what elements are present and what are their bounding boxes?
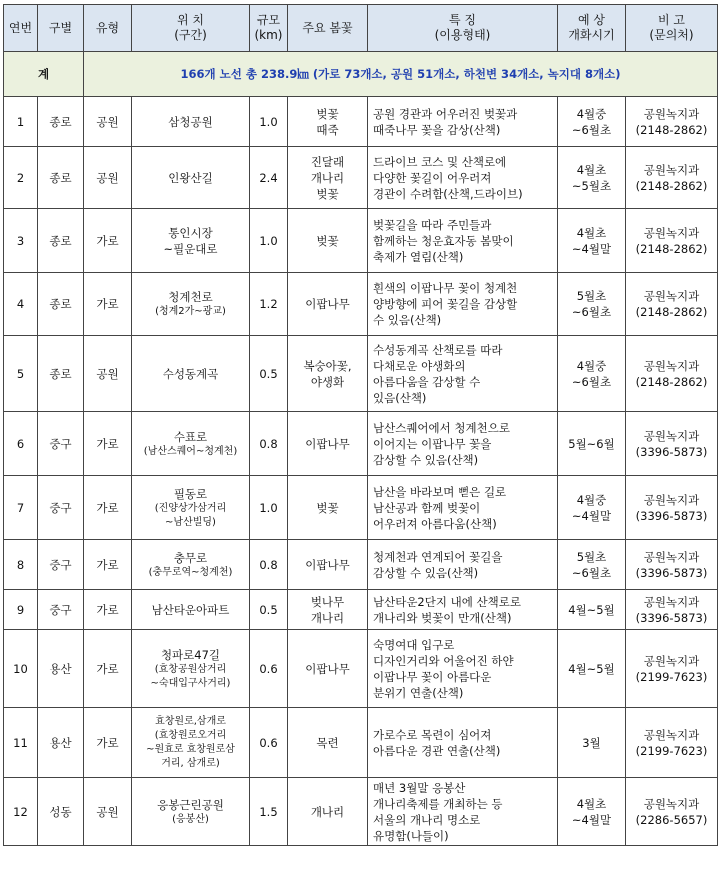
row-location-line: 효창원로,삼개로 (155, 715, 226, 727)
row-type: 공원 (84, 97, 132, 147)
row-bloom-line: 5월~6월 (568, 436, 615, 451)
row-feature-line: 숙명여대 입구로 (373, 637, 455, 652)
row-feature-line: 서울의 개나리 명소로 (373, 812, 481, 827)
row-location-sub: ~숙대입구사거리) (150, 677, 231, 689)
row-feature-line: 남산을 바라보며 뻗은 길로 (373, 484, 507, 499)
row-note-line: (3396-5873) (635, 565, 708, 580)
row-location-sub: ~남산빌딩) (165, 516, 216, 528)
row-feature-line: 남산공과 함께 벚꽃이 (373, 500, 481, 515)
row-flower (288, 590, 368, 630)
row-feature-line: 분위기 연출(산책) (373, 685, 464, 700)
row-feature (368, 540, 558, 590)
row-note-line: (3396-5873) (635, 610, 708, 625)
row-scale: 0.6 (250, 630, 288, 708)
table-row (4, 708, 718, 778)
row-bloom (558, 97, 626, 147)
row-flower (288, 630, 368, 708)
row-location (132, 708, 250, 778)
row-note-line: (2199-7623) (635, 669, 708, 684)
row-bloom-line: ~6월초 (571, 122, 612, 137)
row-location-sub: (청계2가~광교) (155, 306, 226, 317)
summary-text: 166개 노선 총 238.9㎞ (가로 73개소, 공원 51개소, 하천변 34개소, 녹지대 8개소) (84, 52, 718, 97)
row-location (132, 412, 250, 476)
row-note-line: (2199-7623) (635, 743, 708, 758)
row-bloom-line: 4월중 (576, 492, 607, 507)
row-note-line: 공원녹지과 (643, 653, 700, 668)
row-feature-line: 개나리축제를 개최하는 등 (373, 796, 503, 811)
row-bloom-line: 4월~5월 (568, 661, 615, 676)
row-location (132, 97, 250, 147)
row-scale: 1.0 (250, 476, 288, 540)
row-bloom-line: 5월초 (576, 549, 607, 564)
row-bloom-line: ~6월초 (571, 305, 612, 319)
row-location-line: ~필운대로 (163, 241, 218, 256)
row-feature-line: 청계천과 연계되어 꽃길을 (373, 549, 503, 564)
row-feature-line: 벚꽃길을 따라 주민들과 (373, 217, 492, 232)
table-row (4, 147, 718, 209)
row-feature (368, 97, 558, 147)
summary-row (4, 52, 718, 97)
header-flower: 주요 봄꽃 (288, 5, 368, 52)
row-flower (288, 778, 368, 846)
row-bloom-line: 3월 (582, 735, 601, 750)
row-type: 가로 (84, 476, 132, 540)
row-feature-line: 양방향에 피어 꽃길을 감상할 (373, 297, 518, 311)
row-feature (368, 209, 558, 273)
row-feature-line: 이팝나무 꽃이 아름다운 (373, 669, 492, 684)
row-scale: 1.0 (250, 97, 288, 147)
row-no: 7 (4, 476, 38, 540)
row-note (626, 778, 718, 846)
header-feature: 특 징 (이용형태) (368, 5, 558, 52)
row-note-line: (2148-2862) (635, 178, 708, 193)
row-bloom (558, 147, 626, 209)
row-note-line: 공원녹지과 (643, 594, 700, 609)
row-note (626, 540, 718, 590)
row-location (132, 778, 250, 846)
row-no: 5 (4, 336, 38, 412)
row-feature (368, 412, 558, 476)
row-location-sub: (응봉산) (172, 813, 209, 825)
row-location-sub: (남산스퀘어~청계천) (143, 445, 238, 457)
row-location (132, 630, 250, 708)
row-note-line: (2148-2862) (635, 305, 708, 319)
row-flower-line: 이팝나무 (305, 436, 350, 451)
row-district: 용산 (38, 708, 84, 778)
row-bloom (558, 708, 626, 778)
row-note-line: (3396-5873) (635, 508, 708, 523)
row-bloom-line: ~5월초 (571, 178, 612, 193)
row-note-line: 공원녹지과 (643, 162, 700, 177)
row-bloom-line: 4월초 (576, 796, 607, 811)
row-bloom-line: 4월중 (576, 358, 607, 373)
row-type: 가로 (84, 630, 132, 708)
row-district: 중구 (38, 412, 84, 476)
table-row (4, 209, 718, 273)
row-flower-line: 벚나무 (310, 594, 345, 609)
row-no: 12 (4, 778, 38, 846)
row-bloom-line: ~4월말 (571, 812, 612, 827)
table-row (4, 630, 718, 708)
header-note: 비 고 (문의처) (626, 5, 718, 52)
row-note (626, 630, 718, 708)
row-flower-line: 개나리 (310, 170, 345, 185)
row-flower (288, 476, 368, 540)
row-bloom-line: ~6월초 (571, 565, 612, 580)
row-no: 3 (4, 209, 38, 273)
row-district: 종로 (38, 97, 84, 147)
row-district: 용산 (38, 630, 84, 708)
row-type: 가로 (84, 412, 132, 476)
row-location (132, 590, 250, 630)
row-scale: 0.6 (250, 708, 288, 778)
table-row (4, 778, 718, 846)
row-flower-line: 벚꽃 (316, 106, 339, 121)
row-type: 공원 (84, 778, 132, 846)
row-note (626, 590, 718, 630)
row-scale: 2.4 (250, 147, 288, 209)
row-scale: 1.2 (250, 273, 288, 336)
row-flower-line: 벚꽃 (316, 500, 339, 515)
row-district: 중구 (38, 590, 84, 630)
row-bloom (558, 412, 626, 476)
row-type: 공원 (84, 336, 132, 412)
row-no: 2 (4, 147, 38, 209)
row-bloom (558, 540, 626, 590)
row-note-line: 공원녹지과 (643, 428, 700, 443)
row-location-line: 인왕산길 (168, 170, 213, 185)
row-bloom (558, 590, 626, 630)
table-row (4, 336, 718, 412)
row-feature-line: 감상할 수 있음(산책) (373, 565, 479, 580)
row-feature-line: 다채로운 야생화의 (373, 358, 466, 373)
row-location-sub: (효창공원삼거리 (154, 663, 227, 675)
spring-flower-roads-table (3, 4, 718, 846)
row-note-line: (2148-2862) (635, 241, 708, 256)
row-location (132, 273, 250, 336)
summary-label: 계 (4, 52, 84, 97)
row-district: 종로 (38, 209, 84, 273)
row-note-line: (2148-2862) (635, 122, 708, 137)
row-feature (368, 147, 558, 209)
row-district: 종로 (38, 336, 84, 412)
row-location-line: 거리, 삼개로) (161, 757, 220, 769)
header-bloom: 예 상 개화시기 (558, 5, 626, 52)
row-note-line: 공원녹지과 (643, 727, 700, 742)
row-flower-line: 진달래 (310, 154, 345, 169)
row-feature-line: 경관이 수려함(산책,드라이브) (373, 186, 523, 201)
row-note-line: 공원녹지과 (643, 225, 700, 240)
row-location-line: 통인시장 (168, 225, 213, 240)
row-district: 종로 (38, 147, 84, 209)
header-scale: 규모 (km) (250, 5, 288, 52)
row-feature (368, 590, 558, 630)
row-location-line: 남산타운아파트 (151, 602, 230, 617)
row-note (626, 147, 718, 209)
header-row (4, 5, 718, 52)
row-scale: 0.5 (250, 590, 288, 630)
row-note-line: (2148-2862) (635, 374, 708, 389)
row-bloom-line: ~6월초 (571, 374, 612, 389)
row-location (132, 476, 250, 540)
table-row (4, 540, 718, 590)
row-feature-line: 개나리와 벚꽃이 만개(산책) (373, 610, 512, 625)
row-flower (288, 97, 368, 147)
header-district: 구별 (38, 5, 84, 52)
row-location-line: 청파로47길 (160, 647, 221, 662)
row-feature-line: 디자인거리와 어울어진 하얀 (373, 653, 514, 668)
row-location (132, 336, 250, 412)
row-scale: 0.5 (250, 336, 288, 412)
row-feature-line: 공원 경관과 어우러진 벚꽃과 (373, 106, 518, 121)
row-scale: 1.5 (250, 778, 288, 846)
row-no: 11 (4, 708, 38, 778)
row-location-sub: (진양상가삼거리 (154, 502, 227, 514)
row-bloom (558, 630, 626, 708)
row-feature (368, 778, 558, 846)
row-location (132, 540, 250, 590)
row-flower-line: 벚꽃 (316, 233, 339, 248)
row-scale: 0.8 (250, 540, 288, 590)
row-flower-line: 야생화 (310, 374, 345, 389)
row-note-line: (3396-5873) (635, 444, 708, 459)
row-district: 중구 (38, 540, 84, 590)
row-note (626, 97, 718, 147)
row-type: 가로 (84, 708, 132, 778)
row-bloom-line: ~4월말 (571, 241, 612, 256)
row-feature (368, 273, 558, 336)
row-location-line: 필동로 (173, 486, 208, 501)
row-flower (288, 540, 368, 590)
row-bloom-line: 4월~5월 (568, 602, 615, 617)
table-row (4, 590, 718, 630)
row-feature (368, 630, 558, 708)
row-type: 가로 (84, 209, 132, 273)
row-feature-line: 이어지는 이팝나무 꽃을 (373, 436, 492, 451)
row-no: 9 (4, 590, 38, 630)
row-note (626, 708, 718, 778)
row-note (626, 336, 718, 412)
row-feature-line: 있음(산책) (373, 390, 427, 405)
row-bloom-line: 4월초 (576, 225, 607, 240)
row-location (132, 147, 250, 209)
row-note (626, 476, 718, 540)
row-location (132, 209, 250, 273)
row-location-line: 충무로 (173, 550, 208, 565)
row-feature-line: 어우러져 아름다움(산책) (373, 516, 497, 531)
header-location: 위 치 (구간) (132, 5, 250, 52)
row-flower-line: 이팝나무 (305, 297, 350, 311)
table-row (4, 412, 718, 476)
row-flower-line: 개나리 (310, 804, 345, 819)
row-feature-line: 때죽나무 꽃을 감상(산책) (373, 122, 501, 137)
row-type: 가로 (84, 540, 132, 590)
row-note-line: 공원녹지과 (643, 492, 700, 507)
row-feature-line: 남산타운2단지 내에 산책로로 (373, 594, 521, 609)
row-flower-line: 복숭아꽃, (303, 358, 352, 373)
row-district: 중구 (38, 476, 84, 540)
row-feature-line: 함께하는 청운효자동 봄맞이 (373, 233, 514, 248)
row-note (626, 273, 718, 336)
row-location-line: 청계천로 (168, 290, 213, 304)
row-note (626, 412, 718, 476)
row-no: 10 (4, 630, 38, 708)
row-scale: 0.8 (250, 412, 288, 476)
row-feature-line: 흰색의 이팝나무 꽃이 청계천 (373, 281, 518, 295)
flower-road-table-container (3, 4, 717, 846)
row-type: 가로 (84, 590, 132, 630)
row-feature-line: 아름다운 경관 연출(산책) (373, 743, 501, 758)
row-feature-line: 가로수로 목련이 심어져 (373, 727, 492, 742)
row-scale: 1.0 (250, 209, 288, 273)
row-flower-line: 개나리 (310, 610, 345, 625)
row-flower-line: 이팝나무 (305, 661, 350, 676)
row-no: 4 (4, 273, 38, 336)
row-flower (288, 412, 368, 476)
row-bloom (558, 336, 626, 412)
row-feature-line: 수 있음(산책) (373, 313, 442, 327)
row-feature-line: 드라이브 코스 및 산책로에 (373, 154, 507, 169)
row-flower-line: 목련 (316, 735, 339, 750)
row-flower (288, 209, 368, 273)
row-note-line: 공원녹지과 (643, 549, 700, 564)
row-feature-line: 남산스퀘어에서 청계천으로 (373, 420, 510, 435)
row-bloom (558, 273, 626, 336)
row-location-line: (효창원로오거리 (154, 729, 227, 741)
table-row (4, 97, 718, 147)
row-flower (288, 147, 368, 209)
row-location-line: 수표로 (173, 429, 208, 444)
row-no: 6 (4, 412, 38, 476)
row-bloom (558, 476, 626, 540)
row-no: 8 (4, 540, 38, 590)
row-flower-line: 때죽 (316, 122, 339, 137)
row-note-line: 공원녹지과 (643, 358, 700, 373)
row-note (626, 209, 718, 273)
row-location-line: 삼청공원 (168, 114, 213, 129)
row-feature-line: 다양한 꽃길이 어우러져 (373, 170, 492, 185)
row-flower (288, 708, 368, 778)
row-feature-line: 매년 3월말 응봉산 (373, 780, 466, 795)
table-row (4, 273, 718, 336)
header-type: 유형 (84, 5, 132, 52)
row-location-sub: (충무로역~청계천) (148, 566, 233, 578)
row-bloom-line: 4월중 (576, 106, 607, 121)
row-location-line: 수성동계곡 (162, 366, 219, 381)
row-feature-line: 축제가 열림(산책) (373, 249, 464, 264)
row-note-line: (2286-5657) (635, 812, 708, 827)
row-feature (368, 476, 558, 540)
row-feature-line: 아름다움을 감상할 수 (373, 374, 481, 389)
row-bloom (558, 209, 626, 273)
row-type: 공원 (84, 147, 132, 209)
row-flower-line: 이팝나무 (305, 557, 350, 572)
row-district: 성동 (38, 778, 84, 846)
row-flower-line: 벚꽃 (316, 186, 339, 201)
row-bloom (558, 778, 626, 846)
table-row (4, 476, 718, 540)
header-no: 연번 (4, 5, 38, 52)
row-feature-line: 감상할 수 있음(산책) (373, 452, 479, 467)
row-note-line: 공원녹지과 (643, 796, 700, 811)
row-feature (368, 708, 558, 778)
row-type: 가로 (84, 273, 132, 336)
row-bloom-line: ~4월말 (571, 508, 612, 523)
row-no: 1 (4, 97, 38, 147)
row-flower (288, 273, 368, 336)
row-feature (368, 336, 558, 412)
row-feature-line: 수성동계곡 산책로를 따라 (373, 342, 503, 357)
row-district: 종로 (38, 273, 84, 336)
row-feature-line: 유명함(나들이) (373, 828, 449, 843)
row-flower (288, 336, 368, 412)
row-note-line: 공원녹지과 (643, 106, 700, 121)
row-location-line: 응봉근린공원 (157, 797, 224, 812)
row-bloom-line: 4월초 (576, 162, 607, 177)
row-location-line: ~원효로 효창원로삼 (146, 743, 235, 755)
row-bloom-line: 5월초 (576, 289, 607, 303)
row-note-line: 공원녹지과 (643, 289, 700, 303)
